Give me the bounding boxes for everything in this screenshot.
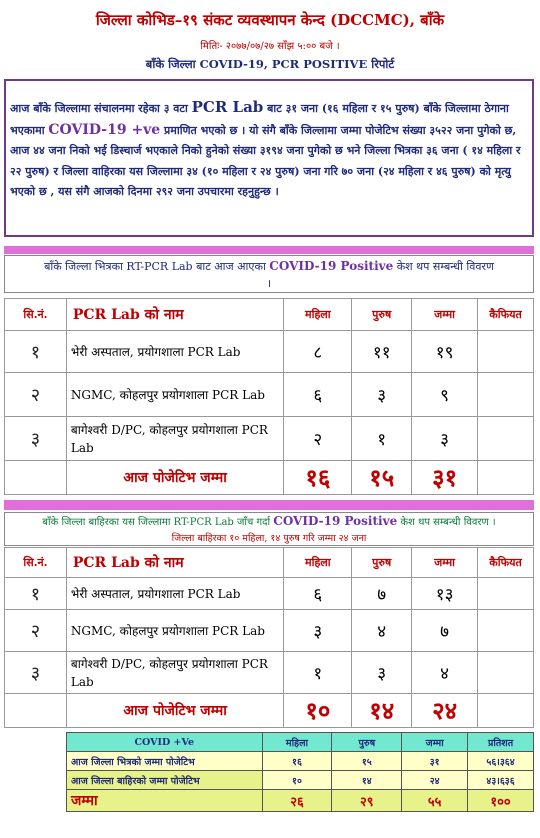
summary-table (66, 732, 534, 812)
row-female: २ (284, 417, 352, 461)
summary-header-row (67, 733, 534, 752)
section1-pre: बाँके जिल्ला भित्रका RT-PCR Lab बाट आज आएका (44, 260, 270, 273)
table-row (5, 417, 534, 461)
row-sn: २ (5, 373, 67, 417)
total-remarks (478, 694, 534, 728)
total-row (5, 694, 534, 728)
total-total: २४ (412, 694, 478, 728)
summary-row-label: आज जिल्ला भित्रको जम्मा पोजेटिभ (67, 752, 263, 771)
summary-row-total (67, 790, 534, 812)
summary-col-female: महिला (262, 733, 332, 752)
row-lab-name: बागेश्वरी D/PC, कोहलपुर प्रयोगशाला PCR Lab (66, 417, 284, 461)
row-lab-name: NGMC, कोहलपुर प्रयोगशाला PCR Lab (66, 373, 284, 417)
row-female: १ (284, 652, 352, 694)
row-sn: ३ (5, 652, 67, 694)
summary-total: २४ (402, 771, 468, 790)
row-female: ६ (284, 373, 352, 417)
total-female: १६ (284, 461, 352, 495)
row-female: ६ (284, 578, 352, 610)
col-remarks: कैफियत (478, 299, 534, 331)
table-row (5, 652, 534, 694)
section1-post: केश थप सम्बन्धी विवरण (393, 260, 494, 273)
row-remarks (478, 578, 534, 610)
table-row (5, 331, 534, 373)
section2-pre: बाँके जिल्ला बाहिरका यस जिल्लामा RT-PCR Lab जाँच गर्दा (42, 517, 274, 528)
row-male: ३ (352, 652, 412, 694)
table-row (5, 610, 534, 652)
total-spacer (5, 461, 67, 495)
summary-male: २९ (332, 790, 402, 812)
report-title: जिल्ला कोभिड–१९ संकट व्यवस्थापन केन्द (DCCMC), बाँके (95, 11, 445, 29)
summary-col-male: पुरुष (332, 733, 402, 752)
summary-box (4, 79, 534, 237)
section2-post: केश थप सम्बन्धी विवरण । (397, 517, 496, 528)
section2-sub: जिल्ला बाहिरका १० महिला, १४ पुरुष गरि जम्मा २४ जना (171, 533, 367, 544)
row-total: ९ (412, 373, 478, 417)
summary-male: १४ (332, 771, 402, 790)
col-name: PCR Lab को नाम (66, 299, 284, 331)
row-total: १९ (412, 331, 478, 373)
summary-col-percent: प्रतिशत (468, 733, 534, 752)
summary-percent: ४३।६३६ (468, 771, 534, 790)
total-row (5, 461, 534, 495)
row-sn: २ (5, 610, 67, 652)
summary-female: १६ (262, 752, 332, 771)
summary-percent: १०० (468, 790, 534, 812)
summary-row-label: आज जिल्ला बाहिरको जम्मा पोजेटिभ (67, 771, 263, 790)
lab-table-outside (4, 547, 534, 728)
summary-text-3: प्रमाणित भएको छ । यो संगै बाँके जिल्लामा जम्मा पोजेटिभ संख्या ३५२२ जना पुगेको छ, आज ४४ जना निको भई डिस्चार्ज भएकाले निको हुनेको संख्या ३१९४ जना पुगेको छ भने जिल्ला भित्रका ३६ जना ( १४ महिला र २२ पुरुष) र जिल्ला वाहिरका यस जिल्लामा ३४ (१० महिला र २४ पुरुष) जना गरि ७० जना (२४ महिला र ४६ पुरुष) को मृत्यु भएको छ , यस संगै आजको दिनमा २९२ जना उपचारमा रहनुहुन्छ । (10, 123, 521, 198)
total-female: १० (284, 694, 352, 728)
row-remarks (478, 610, 534, 652)
section1-excl: । (266, 277, 272, 290)
table-row (5, 373, 534, 417)
col-male: पुरुष (352, 548, 412, 578)
summary-text-2: बाट ३१ जना (१६ महिला र १५ पुरुष) बाँके जिल्लामा ठेगाना भएकामा (10, 102, 509, 137)
divider-band (4, 500, 534, 510)
row-remarks (478, 373, 534, 417)
summary-total: ३१ (402, 752, 468, 771)
divider-band (4, 246, 534, 254)
row-total: ४ (412, 652, 478, 694)
report-date: मितिः- २०७७/०७/२७ साँझ ५:०० बजे । (200, 41, 340, 52)
row-male: ११ (352, 331, 412, 373)
total-label: आज पोजेटिभ जम्मा (66, 694, 284, 728)
summary-text-1: आज बाँके जिल्लामा संचालनमा रहेका ३ वटा (10, 102, 192, 115)
row-male: १ (352, 417, 412, 461)
summary-female: २६ (262, 790, 332, 812)
col-total: जम्मा (412, 548, 478, 578)
total-total: ३१ (412, 461, 478, 495)
row-sn: १ (5, 578, 67, 610)
summary-percent: ५६।३६४ (468, 752, 534, 771)
row-total: १३ (412, 578, 478, 610)
lab-table-inside (4, 298, 534, 495)
table-header-row (5, 548, 534, 578)
col-female: महिला (284, 299, 352, 331)
summary-total: ५५ (402, 790, 468, 812)
row-sn: ३ (5, 417, 67, 461)
row-total: ७ (412, 610, 478, 652)
total-label: आज पोजेटिभ जम्मा (66, 461, 284, 495)
row-lab-name: भेरी अस्पताल, प्रयोगशाला PCR Lab (66, 578, 284, 610)
row-male: ३ (352, 373, 412, 417)
row-male: ७ (352, 578, 412, 610)
summary-col-covid: COVID +Ve (67, 733, 263, 752)
row-sn: १ (5, 331, 67, 373)
summary-female: १० (262, 771, 332, 790)
row-lab-name: NGMC, कोहलपुर प्रयोगशाला PCR Lab (66, 610, 284, 652)
summary-row-inside (67, 752, 534, 771)
col-total: जम्मा (412, 299, 478, 331)
section-title-inside (4, 255, 534, 293)
row-lab-name: बागेश्वरी D/PC, कोहलपुर प्रयोगशाला PCR Lab (66, 652, 284, 694)
summary-row-label: जम्मा (67, 790, 263, 812)
row-remarks (478, 331, 534, 373)
summary-col-total: जम्मा (402, 733, 468, 752)
summary-row-outside (67, 771, 534, 790)
total-male: १४ (352, 694, 412, 728)
col-sn: सि.नं. (5, 548, 67, 578)
row-remarks (478, 652, 534, 694)
row-female: ३ (284, 610, 352, 652)
table-row (5, 578, 534, 610)
col-male: पुरुष (352, 299, 412, 331)
section2-big: COVID-19 Positive (273, 514, 398, 528)
summary-pcr-lab: PCR Lab (191, 98, 264, 116)
summary-male: १५ (332, 752, 402, 771)
report-subtitle: बाँके जिल्ला COVID-19, PCR POSITIVE रिपोर्ट (145, 57, 395, 71)
section-title-outside (4, 512, 534, 546)
row-female: ८ (284, 331, 352, 373)
summary-covid: COVID-19 +ve (48, 121, 161, 138)
section1-big: COVID-19 Positive (269, 259, 394, 273)
row-male: ४ (352, 610, 412, 652)
table-header-row (5, 299, 534, 331)
row-remarks (478, 417, 534, 461)
col-sn: सि.नं. (5, 299, 67, 331)
col-remarks: कैफियत (478, 548, 534, 578)
col-female: महिला (284, 548, 352, 578)
row-total: ३ (412, 417, 478, 461)
col-name: PCR Lab को नाम (66, 548, 284, 578)
row-lab-name: भेरी अस्पताल, प्रयोगशाला PCR Lab (66, 331, 284, 373)
total-male: १५ (352, 461, 412, 495)
total-remarks (478, 461, 534, 495)
total-spacer (5, 694, 67, 728)
